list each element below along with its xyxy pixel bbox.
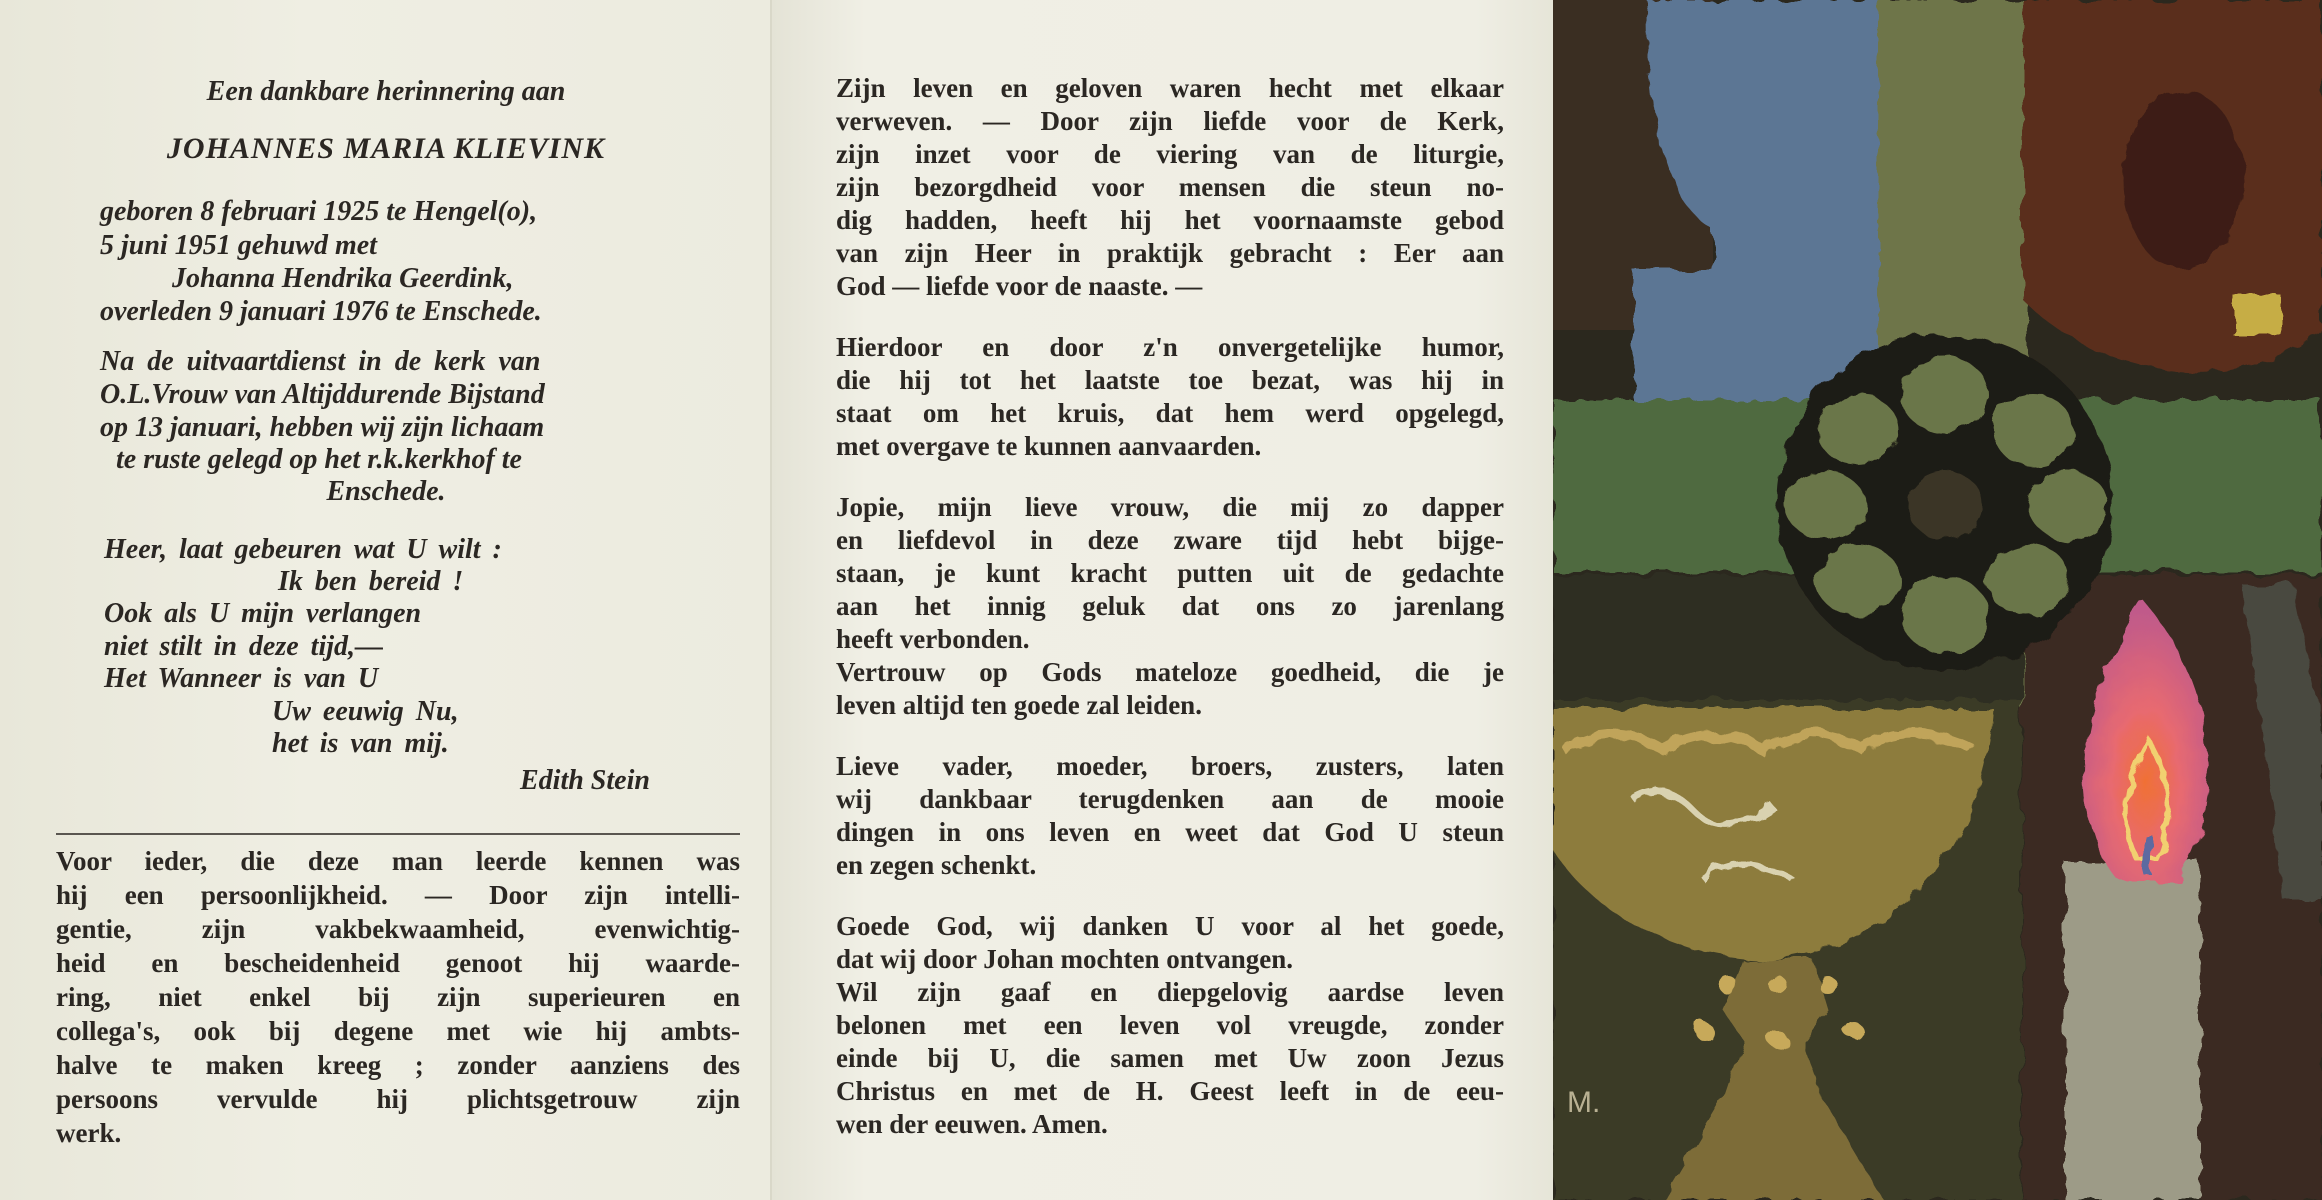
middle-text-line: belonen met een leven vol vreugde, zonder xyxy=(836,1010,1504,1040)
left-card-panel xyxy=(0,0,772,1200)
middle-text-line: verweven. — Door zijn liefde voor de Kerk, xyxy=(836,106,1504,136)
paragraph-gap xyxy=(836,722,1504,750)
middle-text-line: dig hadden, heeft hij het voornaamste gebod xyxy=(836,205,1504,235)
poem-line: Heer, laat gebeuren wat U wilt : xyxy=(104,534,502,565)
middle-text-line: dat wij door Johan mochten ontvangen. xyxy=(836,944,1294,974)
middle-text-line: die hij tot het laatste toe bezat, was hij in xyxy=(836,365,1504,395)
tribute-line: ring, niet enkel bij zijn superieuren en xyxy=(56,982,740,1012)
middle-text-line: zijn bezorgdheid voor mensen die steun no- xyxy=(836,172,1504,202)
poem-line: Ik ben bereid ! xyxy=(278,566,464,597)
intro-text: Een dankbare herinnering aan xyxy=(206,76,566,107)
tribute-line: heid en bescheidenheid genoot hij waarde- xyxy=(56,948,740,978)
tribute-line: werk. xyxy=(56,1118,122,1148)
painter-signature: M. xyxy=(1567,1086,1601,1119)
bio-line: overleden 9 januari 1976 te Enschede. xyxy=(100,296,542,327)
middle-text-line: wen der eeuwen. Amen. xyxy=(836,1109,1108,1139)
tribute-line: halve te maken kreeg ; zonder aanziens des xyxy=(56,1050,740,1080)
middle-text-line: Jopie, mijn lieve vrouw, die mij zo dapper xyxy=(836,492,1504,522)
middle-text-line: God — liefde voor de naaste. — xyxy=(836,271,1203,301)
tribute-paragraph xyxy=(56,845,740,1151)
burial-line: Enschede. xyxy=(326,476,446,507)
poem-line: Ook als U mijn verlangen xyxy=(104,598,422,629)
tribute-line: Voor ieder, die deze man leerde kennen was xyxy=(56,846,740,876)
burial-line: Na de uitvaartdienst in de kerk van xyxy=(100,346,541,377)
middle-text-line: dingen in ons leven en weet dat God U steun xyxy=(836,817,1504,847)
poem-line: Uw eeuwig Nu, xyxy=(272,696,459,727)
middle-text-line: zijn inzet voor de viering van de liturgie, xyxy=(836,139,1504,169)
divider-line xyxy=(56,833,740,835)
middle-text-line: Zijn leven en geloven waren hecht met elkaar xyxy=(836,73,1504,103)
middle-text-line: staat om het kruis, dat hem werd opgelegd, xyxy=(836,398,1504,428)
poem-line: Het Wanneer is van U xyxy=(104,663,379,694)
middle-text xyxy=(836,72,1504,1141)
middle-text-line: Goede God, wij danken U voor al het goede, xyxy=(836,911,1504,941)
middle-text-line: heeft verbonden. xyxy=(836,624,1030,654)
burial-line: te ruste gelegd op het r.k.kerkhof te xyxy=(116,444,522,475)
bio-line: geboren 8 februari 1925 te Hengel(o), xyxy=(100,196,538,227)
painting-image xyxy=(1553,0,2322,1200)
tribute-line: hij een persoonlijkheid. — Door zijn intelli- xyxy=(56,880,740,910)
middle-text-line: Christus en met de H. Geest leeft in de eeu- xyxy=(836,1076,1504,1106)
paragraph-gap xyxy=(836,303,1504,331)
painting-chalice-candle xyxy=(1553,0,2322,1200)
tribute-line: gentie, zijn vakbekwaamheid, evenwichtig- xyxy=(56,914,740,944)
middle-text-line: van zijn Heer in praktijk gebracht : Eer aan xyxy=(836,238,1504,268)
poem-author: Edith Stein xyxy=(520,765,650,796)
middle-text-line: staan, je kunt kracht putten uit de gedachte xyxy=(836,558,1504,588)
middle-text-line: Vertrouw op Gods mateloze goedheid, die je xyxy=(836,657,1504,687)
poem-line: het is van mij. xyxy=(272,728,449,759)
middle-text-line: en zegen schenkt. xyxy=(836,850,1037,880)
tribute-line: collega's, ook bij degene met wie hij ambts- xyxy=(56,1016,740,1046)
middle-text-line: Lieve vader, moeder, broers, zusters, laten xyxy=(836,751,1504,781)
bio-line: 5 juni 1951 gehuwd met xyxy=(100,230,377,261)
middle-text-line: Hierdoor en door z'n onvergetelijke humor, xyxy=(836,332,1504,362)
tribute-line: persoons vervulde hij plichtsgetrouw zijn xyxy=(56,1084,740,1114)
middle-text-line: wij dankbaar terugdenken aan de mooie xyxy=(836,784,1504,814)
paragraph-gap xyxy=(836,882,1504,910)
middle-card-panel xyxy=(772,0,1553,1200)
burial-line: O.L.Vrouw van Altijddurende Bijstand xyxy=(100,379,545,410)
poem-line: niet stilt in deze tijd,— xyxy=(104,631,384,662)
burial-line: op 13 januari, hebben wij zijn lichaam xyxy=(100,412,545,443)
paragraph-gap xyxy=(836,463,1504,491)
rosette xyxy=(1777,334,2113,670)
middle-text-line: einde bij U, die samen met Uw zoon Jezus xyxy=(836,1043,1504,1073)
middle-text-line: leven altijd ten goede zal leiden. xyxy=(836,690,1202,720)
middle-text-line: aan het innig geluk dat ons zo jarenlang xyxy=(836,591,1504,621)
middle-text-line: en liefdevol in deze zware tijd hebt bijge- xyxy=(836,525,1504,555)
middle-text-line: Wil zijn gaaf en diepgelovig aardse leven xyxy=(836,977,1504,1007)
middle-text-line: met overgave te kunnen aanvaarden. xyxy=(836,431,1262,461)
deceased-name: JOHANNES MARIA KLIEVINK xyxy=(166,132,606,165)
bio-line: Johanna Hendrika Geerdink, xyxy=(172,263,514,294)
